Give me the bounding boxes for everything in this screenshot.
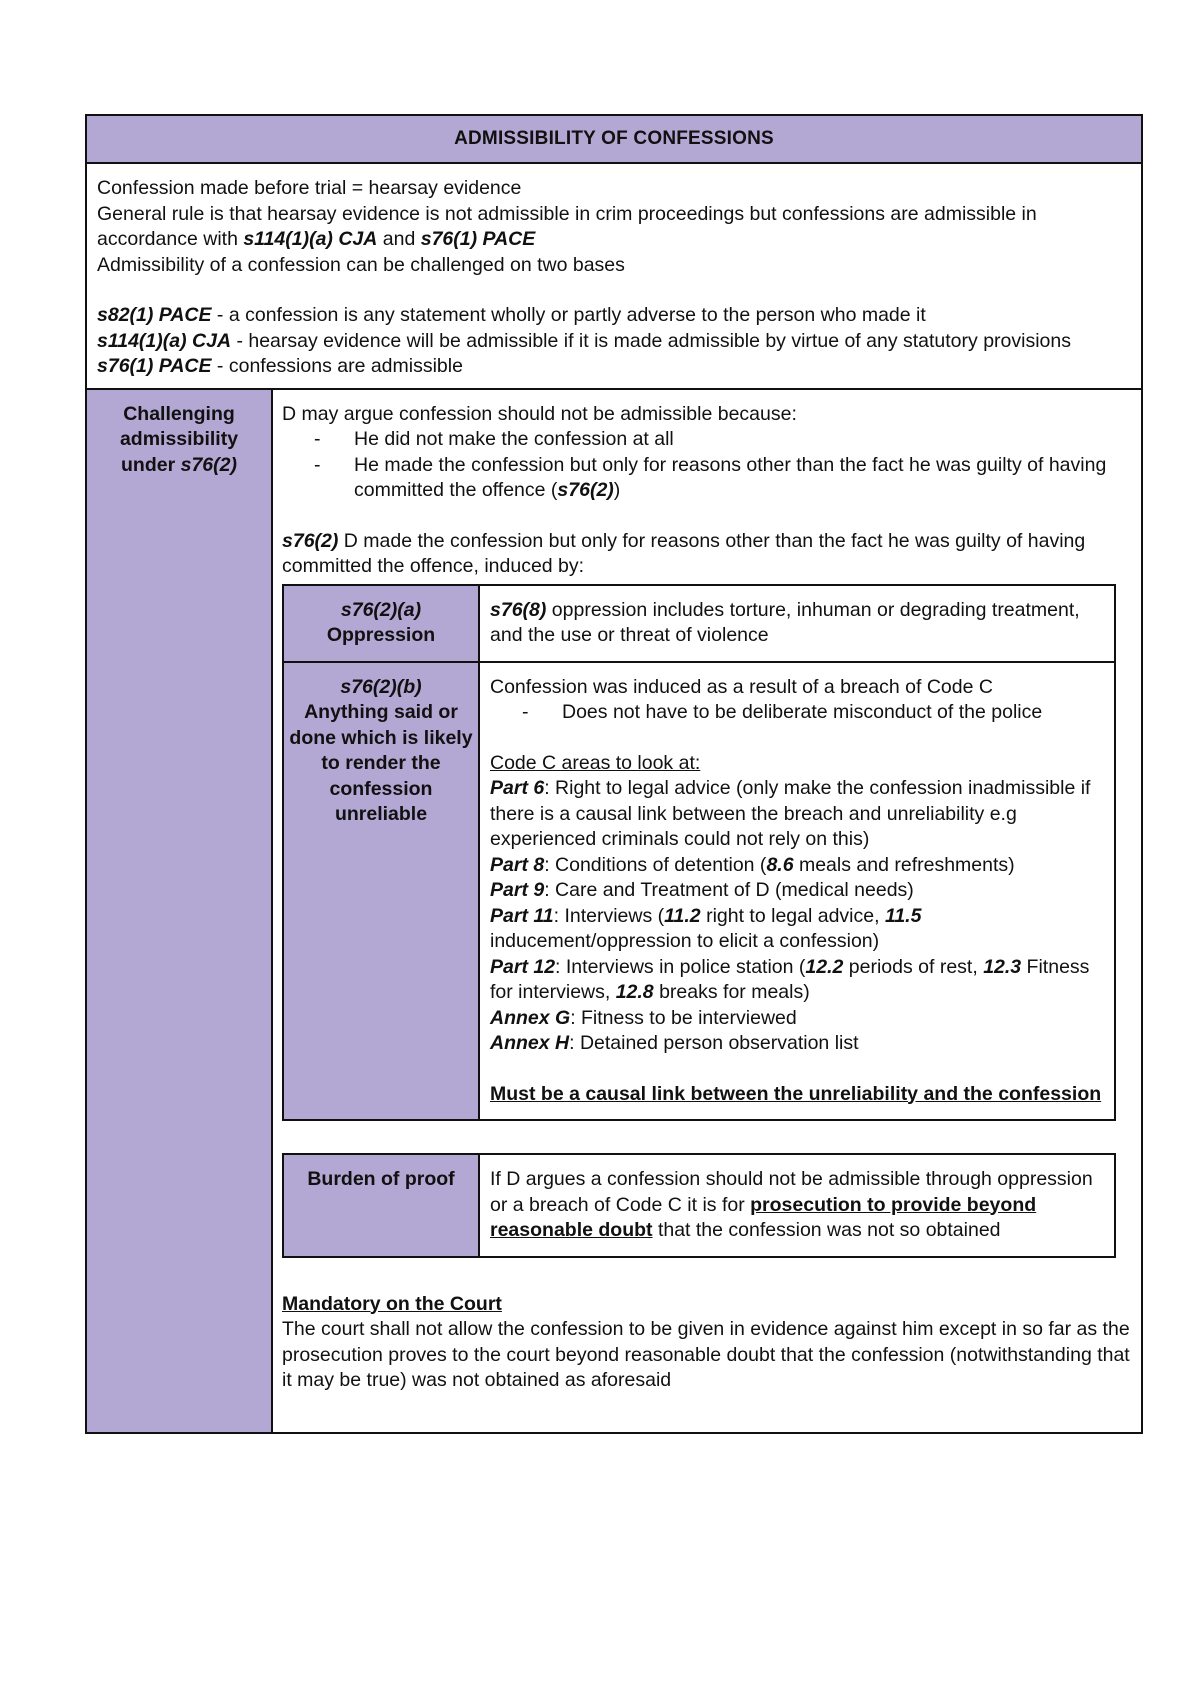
part-text: : Care and Treatment of D (medical needs): [544, 879, 914, 901]
table-title: ADMISSIBILITY OF CONFESSIONS: [87, 116, 1141, 164]
list-item-text: He made the confession but only for reasons other than the fact he was guilty of having committed the offence (: [354, 453, 1107, 501]
code-c-part: [490, 776, 1104, 853]
statute-ref: s114(1)(a) CJA: [243, 228, 378, 250]
part-ref: Annex G: [490, 1006, 571, 1029]
oppression-heading: [284, 586, 480, 661]
intro-line: Admissibility of a confession can be challenged on two bases: [97, 253, 625, 276]
side-heading-line: Challenging: [123, 402, 235, 425]
induced-line: [282, 529, 1131, 580]
part-ref: Annex H: [490, 1032, 570, 1054]
statute-ref: s114(1)(a) CJA: [97, 329, 232, 352]
argument-list: [282, 427, 1131, 504]
code-c-part: [490, 955, 1104, 1006]
code-c-areas-heading: Code C areas to look at:: [490, 751, 701, 774]
statute-ref: s76(2): [557, 479, 614, 501]
challenge-content: [273, 390, 1141, 1432]
part-ref: Part 12: [490, 955, 556, 978]
side-heading: [87, 390, 273, 1432]
grounds-table: [282, 584, 1116, 1122]
part-ref: Part 9: [490, 879, 545, 901]
definition-text: - hearsay evidence will be admissible if it is made admissible by virtue of any statutory provisions: [231, 329, 1071, 352]
mandatory-text: The court shall not allow the confession to be given in evidence against him except in so far as the prosecution proves to the court beyond reasonable doubt that the confession (notwithstanding that it may be true) was not obtained as aforesaid: [282, 1318, 1130, 1391]
part-text: : Interviews in police station (: [555, 955, 806, 978]
oppression-definition: oppression includes torture, inhuman or degrading treatment, and the use or threat of violence: [490, 598, 1080, 646]
intro-line: Confession made before trial = hearsay evidence: [97, 177, 522, 199]
part-text: breaks for meals): [653, 981, 810, 1003]
challenge-row: [87, 390, 1141, 1432]
burden-text: [480, 1155, 1114, 1256]
para-ref: 12.3: [983, 955, 1022, 978]
code-c-part: [490, 878, 1104, 904]
part-text: right to legal advice,: [700, 904, 885, 927]
unreliable-heading: [284, 663, 480, 1120]
definition-line: [97, 329, 1131, 355]
causal-link-note: Must be a causal link between the unreliability and the confession: [490, 1082, 1102, 1105]
part-text: inducement/oppression to elicit a confession): [490, 930, 880, 952]
part-ref: Part 11: [490, 904, 554, 927]
ground-label: Anything said or done which is likely to render the confession unreliable: [289, 701, 473, 825]
statute-ref: s76(2): [180, 453, 237, 476]
burden-row: [284, 1155, 1114, 1256]
statute-ref: s76(2)(b): [340, 675, 422, 698]
intro-line: [97, 202, 1131, 253]
list-item-text: ): [613, 479, 621, 501]
statute-ref: s76(8): [490, 598, 547, 621]
definition-text: - a confession is any statement wholly or partly adverse to the person who made it: [211, 304, 926, 326]
intro-section: [87, 164, 1141, 390]
definition-line: [97, 354, 1131, 380]
document-page: [85, 114, 1143, 1434]
part-ref: Part 8: [490, 853, 545, 876]
burden-heading: Burden of proof: [284, 1155, 480, 1256]
definition-line: [97, 303, 1131, 329]
para-ref: 12.8: [615, 981, 654, 1003]
code-c-line: Confession was induced as a result of a breach of Code C: [490, 675, 993, 698]
para-ref: 11.2: [664, 904, 701, 927]
side-heading-line: [87, 453, 271, 479]
code-c-part: [490, 1006, 1104, 1032]
code-c-list: [490, 700, 1104, 726]
part-text: meals and refreshments): [793, 853, 1015, 876]
oppression-text: [480, 586, 1114, 661]
unreliable-row: [284, 663, 1114, 1120]
list-item: - He did not make the confession at all: [314, 427, 1131, 453]
para-ref: 8.6: [766, 853, 794, 876]
side-heading-line: admissibility: [119, 428, 239, 450]
intro-text: General rule is that hearsay evidence is not admissible in crim proceedings but confessions are admissible in accordance with: [97, 202, 1037, 250]
list-item: - Does not have to be deliberate misconduct of the police: [522, 700, 1104, 726]
part-text: periods of rest,: [843, 955, 984, 978]
part-text: : Detained person observation list: [569, 1032, 859, 1054]
part-text: : Conditions of detention (: [544, 853, 767, 876]
oppression-row: [284, 586, 1114, 663]
code-c-part: [490, 904, 1104, 955]
burden-emphasis: prosecution to provide beyond reasonable doubt: [490, 1193, 1037, 1241]
mandatory-heading: Mandatory on the Court: [282, 1292, 502, 1315]
burden-body: that the confession was not so obtained: [652, 1219, 1001, 1241]
para-ref: 12.2: [805, 955, 844, 978]
statute-ref: s76(1) PACE: [420, 228, 536, 250]
statute-ref: s82(1) PACE: [97, 304, 212, 326]
list-item: [314, 453, 1131, 504]
statute-ref: s76(2): [282, 529, 339, 552]
part-text: : Right to legal advice (only make the confession inadmissible if there is a causal link between the breach and unreliability e.g experienced criminals could not rely on this): [490, 777, 1091, 850]
admissibility-table: [85, 114, 1143, 1434]
part-ref: Part 6: [490, 777, 545, 799]
definition-text: - confessions are admissible: [211, 355, 463, 377]
unreliable-text: [480, 663, 1114, 1120]
burden-table: [282, 1153, 1116, 1258]
ground-label: Oppression: [326, 624, 436, 646]
code-c-part: [490, 853, 1104, 879]
burden-body: If D argues a confession should not be admissible through oppression or a breach of Code C it is for: [490, 1168, 1093, 1216]
induced-text: D made the confession but only for reasons other than the fact he was guilty of having committed the offence, induced by:: [282, 529, 1086, 577]
intro-text: and: [377, 228, 421, 250]
para-ref: 11.5: [884, 904, 922, 927]
part-text: Fitness for interviews,: [490, 955, 1090, 1003]
part-text: : Interviews (: [553, 904, 665, 927]
statute-ref: s76(2)(a): [340, 598, 422, 621]
statute-ref: s76(1) PACE: [97, 355, 212, 377]
part-text: : Fitness to be interviewed: [570, 1006, 797, 1029]
code-c-part: [490, 1031, 1104, 1057]
side-heading-text: under: [121, 453, 181, 476]
argue-line: D may argue confession should not be admissible because:: [282, 402, 797, 425]
